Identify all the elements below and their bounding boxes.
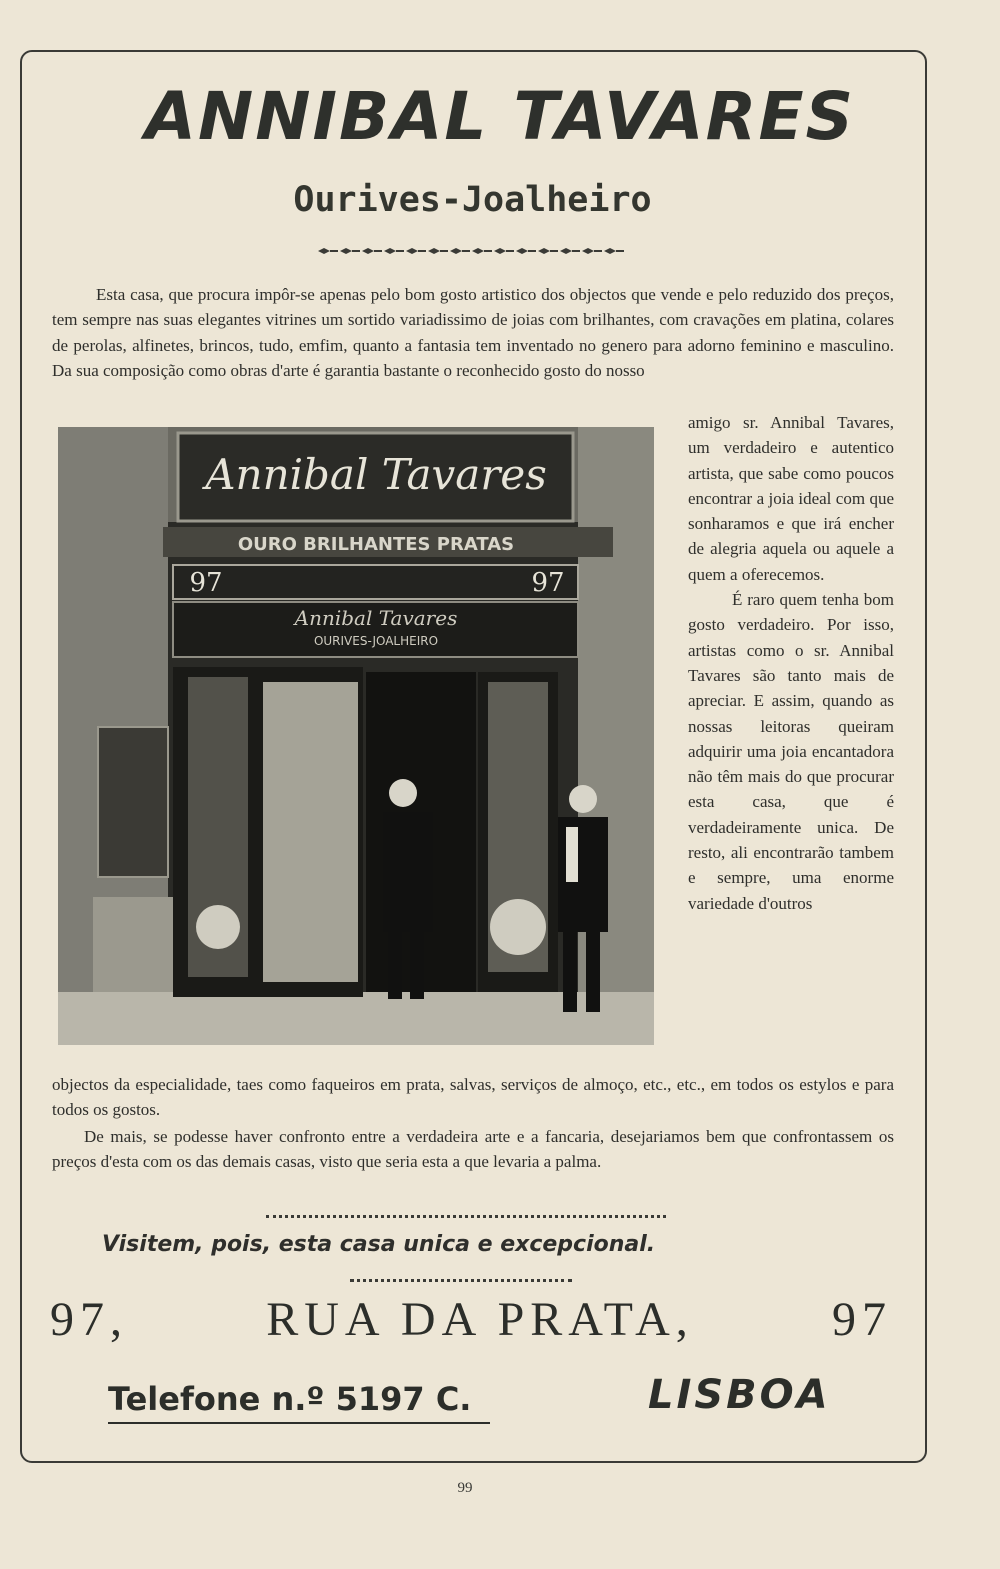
house-number-right: 97 xyxy=(531,568,565,598)
continuation-paragraph: objectos da especialidade, taes como faqueiros em prata, salvas, serviços de almoço, etc., etc., em todos os estylos e para todos os gostos. xyxy=(52,1075,894,1120)
ornament-mark xyxy=(516,248,536,254)
house-number-left: 97 xyxy=(189,568,223,598)
address-number-left: 97, xyxy=(50,1293,128,1346)
slogan: Visitem, pois, esta casa unica e excepcional. xyxy=(102,1232,656,1257)
city: LISBOA xyxy=(648,1372,831,1418)
ornament-mark xyxy=(450,248,470,254)
shop-title: ANNIBAL TAVARES xyxy=(144,78,856,155)
address-number-right: 97 xyxy=(831,1293,892,1346)
shopfront-photo xyxy=(58,427,654,1045)
telephone: Telefone n.º 5197 C. xyxy=(108,1380,490,1424)
ornament-mark xyxy=(428,248,448,254)
sign-script: Annibal Tavares xyxy=(205,450,547,499)
closing-paragraph: De mais, se podesse haver confronto entre a verdadeira arte e a fancaria, desejariamos bem que confrontassem os preços d'esta com os das demais casas, visto que seria esta a que levaria a palma. xyxy=(52,1127,894,1172)
side-column-paragraph-1: amigo sr. Annibal Tavares, um verdadeiro e autentico artista, que sabe como poucos encontrar a joia ideal com que sonharamos e que irá encher de alegria aquela ou aquele a quem a oferecemos. xyxy=(688,413,894,584)
ornament-mark xyxy=(604,248,624,254)
page-number: 99 xyxy=(457,1480,473,1496)
ornament-mark xyxy=(340,248,360,254)
dotted-rule-bottom xyxy=(350,1279,572,1282)
side-column-paragraph-2: É raro quem tenha bom gosto verdadeiro. Por isso, artistas como o sr. Annibal Tavares são tanto mais de apreciar. E assim, quando as nossas leitoras queiram adquirir uma joia encantadora não têm mais do que procurar esta casa, que é verdadeiramente unica. De resto, ali encontrarão tambem e sempre, uma enorme variedade d'outros xyxy=(688,590,894,913)
shop-subtitle: Ourives-Joalheiro xyxy=(293,180,652,220)
ornament-mark xyxy=(362,248,382,254)
ornament-mark xyxy=(494,248,514,254)
ornament-mark xyxy=(560,248,580,254)
sub-sign-script: Annibal Tavares xyxy=(294,606,458,630)
address-street: RUA DA PRATA, xyxy=(266,1293,694,1346)
ornament-mark xyxy=(406,248,426,254)
ornamental-divider xyxy=(318,244,624,260)
ornament-mark xyxy=(538,248,558,254)
sub-sign-trade: OURIVES-JOALHEIRO xyxy=(313,634,439,648)
side-column xyxy=(688,410,894,916)
dotted-rule-top xyxy=(266,1215,666,1218)
intro-paragraph: Esta casa, que procura impôr-se apenas pelo bom gosto artistico dos objectos que vende e pelo reduzido dos preços, tem sempre nas suas elegantes vitrines um sortido variadissimo de joias com brilhantes, com cravações em platina, colares de perolas, alfinetes, brincos, tudo, emfim, quanto a fantasia tem inventado no genero para adorno feminino e masculino. Da sua composição como obras d'arte é garantia bastante o reconhecido gosto do nosso xyxy=(52,285,894,380)
ornament-mark xyxy=(472,248,492,254)
ornament-mark xyxy=(384,248,404,254)
fascia-text: OURO BRILHANTES PRATAS xyxy=(237,534,515,555)
ornament-mark xyxy=(582,248,602,254)
street-address xyxy=(50,1292,892,1347)
